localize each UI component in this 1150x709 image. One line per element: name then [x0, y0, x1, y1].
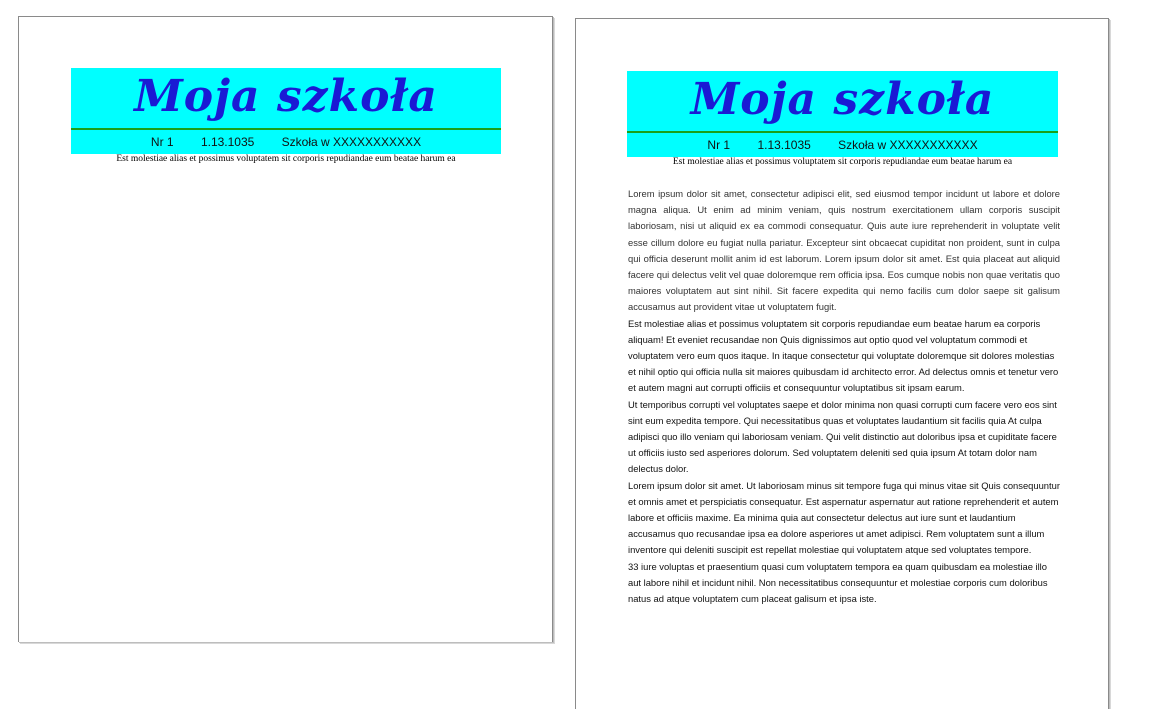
page-preview-right: [575, 18, 1109, 709]
header-meta: [627, 138, 1058, 152]
header-meta: [71, 135, 501, 149]
newspaper-title: Moja szkoła: [134, 71, 438, 122]
issue-date: 1.13.1035: [200, 135, 255, 149]
page-preview-left: [18, 16, 553, 642]
header-banner: [71, 68, 501, 154]
issue-number: Nr 1: [707, 138, 731, 152]
newspaper-title: Moja szkoła: [690, 74, 995, 125]
paragraph: Est molestiae alias et possimus voluptatem sit corporis repudiandae eum beatae harum ea corporis aliquam! Et eveniet recusandae non Quis dignissimos aut optio quod vel voluptatum commodi et voluptatem vero eum quos itaque. In itaque consectetur qui voluptate doloremque sit dolores molestias et nihil optio qui officia nulla sit maiores quibusdam id architecto error. Ad delectus omnis et tenetur vero et autem magni aut corrupti officiis et consequuntur voluptatibus sit ipsam earum.: [628, 317, 1059, 394]
school-name: Szkoła w XXXXXXXXXXX: [838, 138, 978, 152]
issue-number: Nr 1: [150, 135, 174, 149]
subtitle: Est molestiae alias et possimus voluptatem sit corporis repudiandae eum beatae harum ea: [672, 157, 1013, 167]
paragraph: Lorem ipsum dolor sit amet. Ut laboriosam minus sit tempore fuga qui minus vitae sit Quis consequuntur et omnis amet et perspiciatis consequatur. Est aspernatur aspernatur aut ratione reprehenderit et autem labore et officiis maxime. Ea minima quia aut consectetur delectus aut iure sunt et laudantium accusamus quo recusandae ipsa ea dolore asperiores ut amet adipisci. Rem voluptatem sunt a illum inventore qui deleniti suscipit est repellat molestiae qui voluptatem atque sed voluptates tempore.: [628, 479, 1060, 556]
paragraph: Ut temporibus corrupti vel voluptates saepe et dolor minima non quasi corrupti cum facere vero eos sint sint eum expedita tempore. Qui necessitatibus quas et voluptates laudantium sit facilis quia At culpa adipisci quo illo veniam qui laboriosam veniam. Qui velit distinctio aut doloribus ipsa et cupiditate facere ut officiis iusto sed asperiores dolorum. Sed voluptatem deleniti sed quia ipsum At totam dolor nam delectus dolor.: [628, 398, 1057, 475]
school-name: Szkoła w XXXXXXXXXXX: [281, 135, 422, 149]
header-banner: [627, 71, 1058, 157]
header-rule: [627, 131, 1058, 133]
header-rule: [71, 128, 501, 130]
paragraph: Lorem ipsum dolor sit amet, consectetur adipisci elit, sed eiusmod tempor incidunt ut labore et dolore magna aliqua. Ut enim ad minim veniam, quis nostrum exercitationem ullam corporis suscipit laboriosam, nisi ut aliquid ex ea commodi consequatur. Quis aute iure reprehenderit in voluptate velit esse cillum dolore eu fugiat nulla pariatur. Excepteur sint obcaecat cupiditat non proident, sunt in culpa qui officia deserunt mollit anim id est laborum. Lorem ipsum dolor sit amet. Est quia placeat aut aliquid facere qui delectus velit vel quae doloremque rem officia ipsa. Eos cumque nobis non quae veritatis quo maiores voluptatem aut sint nihil. Sit facere expedita qui nemo facilis cum dolor saepe sit galisum accusamus aut provident vitae ut voluptatem fugit.: [628, 188, 1060, 313]
article-body: [628, 186, 1060, 607]
subtitle: Est molestiae alias et possimus voluptatem sit corporis repudiandae eum beatae harum ea: [116, 154, 456, 164]
paragraph: 33 iure voluptas et praesentium quasi cum voluptatem tempora ea quam quibusdam ea molestiae illo aut labore nihil et incidunt nihil. Non necessitatibus consequuntur et molestiae corporis cum doloribus natus ad atque voluptatem cum placeat galisum et ipsa iste.: [628, 560, 1048, 605]
issue-date: 1.13.1035: [757, 138, 811, 152]
